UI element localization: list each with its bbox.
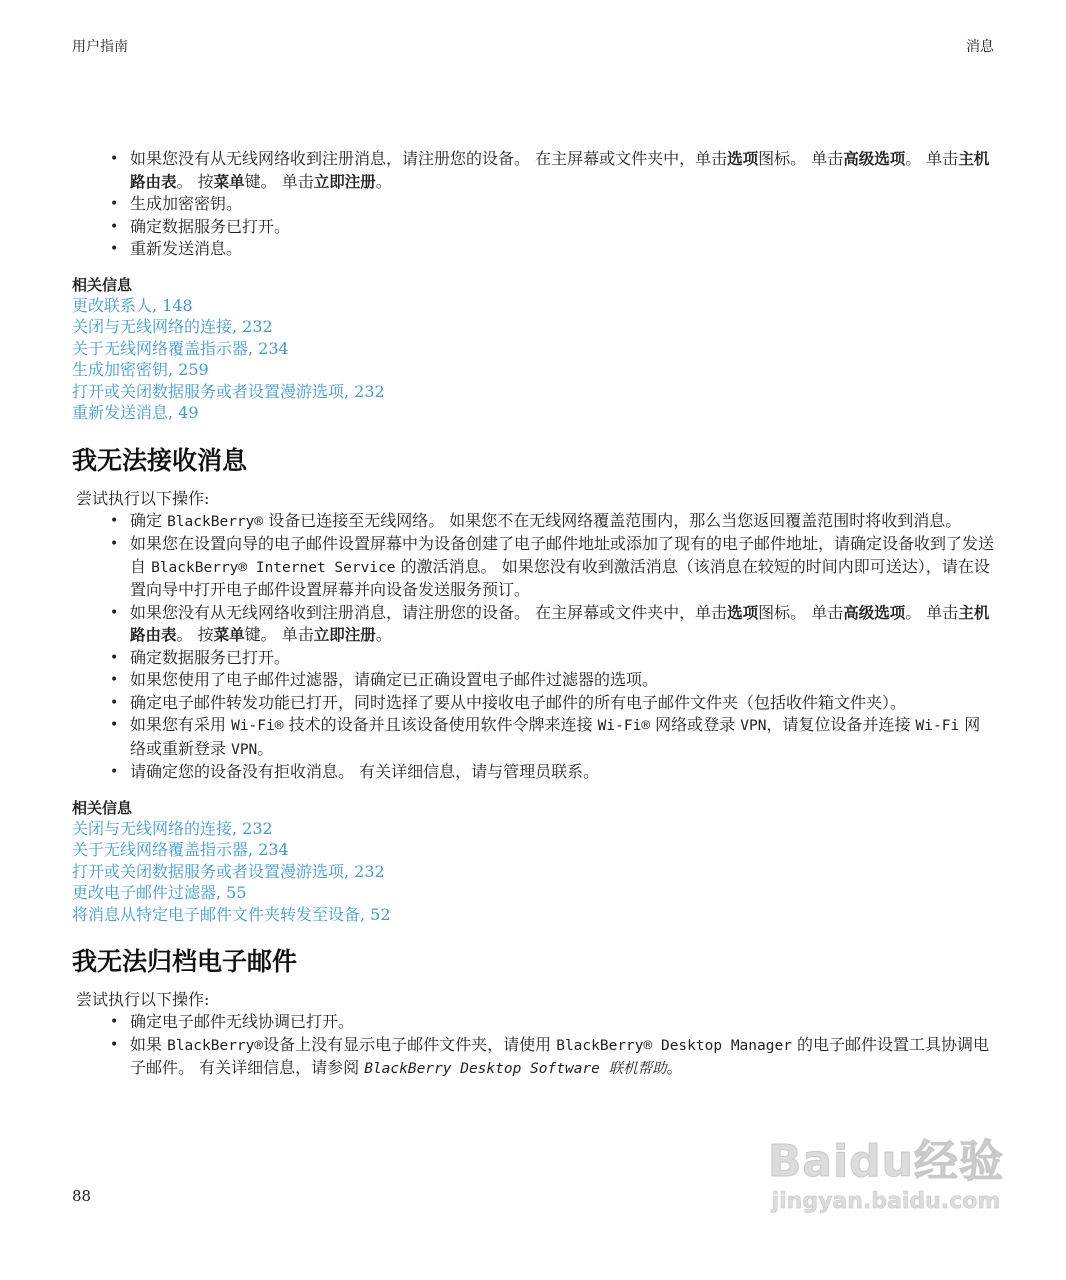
item-text: 。 单击: [905, 149, 959, 168]
list-item: [130, 1034, 996, 1081]
related-link[interactable]: 生成加密密钥, 259: [72, 360, 209, 379]
list-item: [130, 761, 996, 784]
item-text: Wi-Fi®: [597, 718, 651, 734]
list-item: [130, 714, 996, 761]
section-heading-cannot-receive: 我无法接收消息: [72, 445, 248, 475]
item-text: 。 单击: [905, 602, 959, 622]
item-text: 如果: [130, 1034, 168, 1054]
item-text: VPN: [740, 718, 767, 734]
related-link[interactable]: 打开或关闭数据服务或者设置漫游选项, 232: [72, 861, 385, 881]
related-info-heading: 相关信息: [72, 798, 133, 817]
ui-term: 高级选项: [843, 603, 906, 622]
item-text: 重新发送消息。: [130, 239, 243, 258]
item-text: Wi-Fi: [915, 718, 960, 734]
related-link[interactable]: 关闭与无线网络的连接, 232: [72, 818, 273, 838]
ui-term: 立即注册: [313, 626, 376, 644]
item-text: VPN: [231, 741, 258, 758]
baidu-jingyan-watermark: [768, 1125, 1004, 1214]
list-item: [130, 148, 996, 193]
item-text: 键。 单击: [244, 171, 314, 191]
item-text: 网络或重新登录: [130, 715, 981, 758]
ui-term: 主机路由表: [130, 603, 990, 644]
related-link[interactable]: 将消息从特定电子邮件文件夹转发至设备, 52: [72, 904, 391, 924]
doc-reference: BlackBerry Desktop Software 联机帮助: [364, 1061, 667, 1077]
list-item: [130, 1011, 996, 1034]
section-intro: 尝试执行以下操作:: [76, 990, 210, 1009]
section-heading-cannot-file-email: 我无法归档电子邮件: [72, 947, 298, 976]
item-text: 。 按: [176, 625, 214, 644]
item-text: 如果您没有从无线网络收到注册消息，请注册您的设备。 在主屏幕或文件夹中，单击: [130, 149, 728, 168]
ui-term: 选项: [727, 603, 759, 622]
section-intro: 尝试执行以下操作:: [76, 488, 210, 508]
item-text: 图标。 单击: [758, 602, 844, 622]
related-link[interactable]: 更改联系人, 148: [72, 295, 193, 315]
watermark-brand: Baidu经验: [767, 1136, 1004, 1187]
item-text: BlackBerry®: [167, 513, 264, 530]
related-links: [72, 818, 996, 926]
item-text: 。 按: [176, 171, 214, 191]
item-text: 。: [375, 171, 392, 191]
item-text: BlackBerry®: [167, 1037, 264, 1054]
header-chapter-title: 消息: [966, 39, 994, 55]
related-links: [72, 295, 996, 424]
page-content: [72, 148, 996, 1081]
item-text: 如果您没有从无线网络收到注册消息，请注册您的设备。 在主屏幕或文件夹中，单击: [130, 602, 728, 622]
ui-term: 主机路由表: [130, 150, 990, 191]
item-text: 的激活消息。 如果您没有收到激活消息（该消息在较短的时间内即可送达），请在设置向导中打开电子邮件设置屏幕并向设备发送服务预订。: [130, 556, 990, 599]
related-link[interactable]: 更改电子邮件过滤器, 55: [72, 883, 247, 902]
list-item: [130, 238, 996, 261]
item-text: 的电子邮件设置工具协调电子邮件。 有关详细信息，请参阅: [130, 1034, 990, 1077]
list-item: [130, 193, 996, 216]
list-item: [130, 533, 996, 602]
item-text: 设备上没有显示电子邮件文件夹，请使用: [263, 1034, 557, 1054]
item-text: 确定数据服务已打开。: [130, 647, 291, 667]
item-text: 确定数据服务已打开。: [130, 216, 291, 236]
page-number: 88: [72, 1187, 92, 1205]
item-text: 确定电子邮件无线协调已打开。: [130, 1012, 355, 1031]
item-text: 。: [375, 625, 392, 644]
ui-term: 菜单: [213, 172, 245, 191]
item-text: 确定: [130, 510, 168, 530]
related-info-heading: 相关信息: [72, 275, 133, 294]
related-link[interactable]: 关于无线网络覆盖指示器, 234: [72, 338, 289, 358]
item-text: 如果您使用了电子邮件过滤器，请确定已正确设置电子邮件过滤器的选项。: [130, 670, 659, 689]
related-link[interactable]: 关于无线网络覆盖指示器, 234: [72, 840, 289, 859]
list-item: [130, 692, 996, 715]
item-text: Wi-Fi®: [231, 718, 284, 734]
list-item: [130, 510, 996, 534]
troubleshooting-list: [72, 148, 996, 261]
list-item: [130, 647, 996, 670]
item-text: 请确定您的设备没有拒收消息。 有关详细信息，请与管理员联系。: [130, 762, 600, 781]
item-text: 网络或登录: [650, 715, 741, 734]
item-text: 图标。 单击: [758, 149, 844, 168]
ui-term: 高级选项: [843, 150, 906, 168]
related-link[interactable]: 打开或关闭数据服务或者设置漫游选项, 232: [72, 381, 385, 401]
header-guide-title: 用户指南: [72, 39, 128, 55]
ui-term: 立即注册: [313, 172, 376, 191]
related-link[interactable]: 重新发送消息, 49: [72, 403, 199, 422]
item-text: BlackBerry® Desktop Manager: [556, 1037, 792, 1054]
item-text: 生成加密密钥。: [130, 194, 243, 213]
item-text: ，请复位设备并连接: [766, 715, 916, 734]
item-text: BlackBerry® Internet Service: [151, 559, 396, 576]
item-text: 键。 单击: [244, 625, 314, 644]
ui-term: 菜单: [213, 626, 245, 644]
troubleshooting-list: [72, 510, 996, 784]
item-text: 如果您有采用: [130, 715, 232, 734]
item-text: 。: [257, 738, 274, 758]
item-text: 如果您在设置向导的电子邮件设置屏幕中为设备创建了电子邮件地址或添加了现有的电子邮件地址，请确定设备收到了发送自: [130, 534, 995, 576]
related-link[interactable]: 关闭与无线网络的连接, 232: [72, 317, 273, 336]
item-text: 。: [666, 1058, 683, 1077]
item-text: 确定电子邮件转发功能已打开，同时选择了要从中接收电子邮件的所有电子邮件文件夹（包括收件箱文件夹）。: [130, 692, 907, 712]
list-item: [130, 602, 996, 647]
ui-term: 选项: [727, 150, 759, 168]
item-text: 设备已连接至无线网络。 如果您不在无线网络覆盖范围内，那么当您返回覆盖范围时将收到消息。: [263, 510, 962, 530]
item-text: 技术的设备并且该设备使用软件令牌来连接: [283, 715, 598, 734]
list-item: [130, 669, 996, 692]
watermark-url: jingyan.baidu.com: [771, 1189, 1001, 1214]
list-item: [130, 216, 996, 239]
troubleshooting-list: [72, 1011, 996, 1081]
